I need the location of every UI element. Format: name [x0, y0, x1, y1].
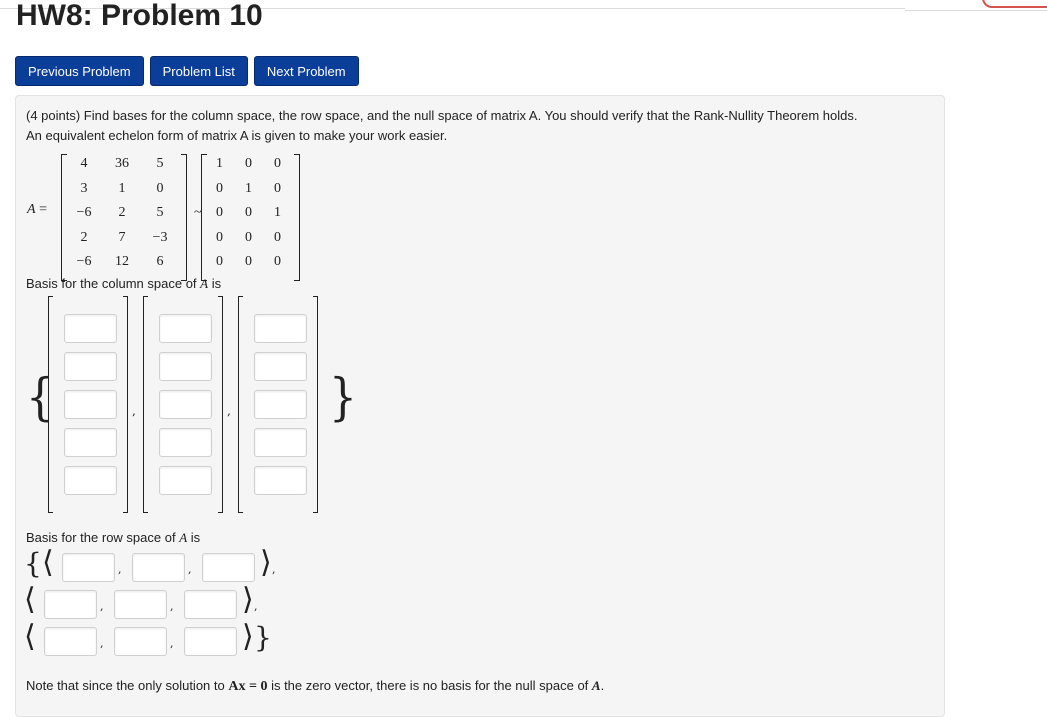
matrix-e-cell: 1 — [245, 180, 252, 196]
problem-statement — [26, 106, 936, 146]
row-vector-close-angle: ⟩ — [242, 619, 254, 654]
problem-panel — [15, 95, 945, 717]
row-vector-open-angle: ⟨ — [24, 582, 36, 617]
column-space-prefix: Basis for the column space of — [26, 276, 201, 291]
matrix-e-right-bracket — [294, 154, 300, 281]
matrix-e-cell: 0 — [216, 229, 223, 245]
row-space-prefix: Basis for the row space of — [26, 530, 180, 545]
note-end: . — [600, 678, 605, 693]
note-equation: Ax = 0 — [228, 679, 268, 694]
problem-list-button[interactable]: Problem List — [150, 56, 248, 86]
row-vector-comma: , — [118, 563, 122, 576]
statement-line-2: An equivalent echelon form of matrix A is given to make your work easier. — [26, 128, 448, 143]
matrix-a-right-bracket — [181, 154, 187, 281]
matrix-a-cell: 7 — [118, 229, 126, 245]
matrix-a-cell: 36 — [115, 156, 129, 171]
matrix-e-cell: 0 — [274, 156, 281, 171]
row-space-var: A — [179, 530, 188, 545]
status-badge[interactable] — [982, 0, 1047, 8]
row-vector-comma: , — [100, 600, 104, 613]
row-space-suffix: is — [187, 530, 201, 545]
matrix-e-cell: 0 — [245, 254, 252, 269]
row-vector-entry-input[interactable] — [114, 590, 167, 619]
matrix-e-cell: 0 — [245, 229, 252, 245]
matrix-e-cell: 0 — [216, 254, 223, 269]
next-problem-button[interactable]: Next Problem — [254, 56, 359, 86]
column-vector-comma: , — [132, 404, 136, 418]
row-vector-comma: , — [100, 637, 104, 650]
row-space-open-brace: { — [24, 547, 42, 580]
column-vector-entry-input[interactable] — [64, 428, 117, 457]
column-vector-entry-input[interactable] — [159, 428, 212, 457]
row-vector-entry-input[interactable] — [202, 553, 255, 582]
matrix-e-cell: 0 — [216, 205, 223, 220]
matrix-a-cell: 5 — [156, 156, 164, 171]
column-vector-entry-input[interactable] — [159, 466, 212, 495]
column-vector-entry-input[interactable] — [64, 390, 117, 419]
column-vector-left-bracket — [143, 296, 148, 513]
column-space-label — [26, 276, 221, 292]
matrix-a-var: A — [27, 202, 36, 217]
matrix-e-cell: 0 — [274, 229, 281, 245]
row-vector-entry-input[interactable] — [184, 590, 237, 619]
column-vector-comma: , — [227, 404, 231, 418]
column-vector-entry-input[interactable] — [64, 352, 117, 381]
row-vector-close-angle: ⟩ — [242, 582, 254, 617]
matrix-a-cell: 0 — [156, 180, 164, 196]
row-vector-entry-input[interactable] — [184, 627, 237, 656]
left-brace-icon: { — [26, 368, 54, 427]
column-vector-entry-input[interactable] — [159, 390, 212, 419]
matrix-a-cell: 2 — [80, 229, 88, 245]
matrix-a-cell: 12 — [115, 254, 129, 269]
column-vector-right-bracket — [313, 296, 318, 513]
matrix-e-cell: 1 — [216, 156, 223, 171]
column-vector-right-bracket — [218, 296, 223, 513]
matrix-a-label: A = — [27, 202, 47, 217]
matrix-a-cell: 4 — [80, 156, 88, 171]
row-vector-comma: , — [170, 600, 174, 613]
row-vector-separator-comma: , — [272, 563, 276, 576]
column-vector-entry-input[interactable] — [64, 466, 117, 495]
row-vector-entry-input[interactable] — [132, 553, 185, 582]
matrix-a-cell: −3 — [152, 229, 168, 245]
matrix-a-cell: 5 — [156, 205, 164, 220]
column-vector-left-bracket — [238, 296, 243, 513]
note-var: A — [591, 678, 601, 693]
matrix-a-cell: 2 — [118, 205, 126, 220]
matrix-e-cell: 0 — [216, 180, 223, 196]
matrix-a-cell: −6 — [76, 205, 92, 220]
matrix-e-cell: 1 — [274, 205, 281, 220]
matrix-a-cell: 6 — [156, 254, 164, 269]
column-vector-entry-input[interactable] — [159, 352, 212, 381]
matrix-e-cell: 0 — [245, 156, 252, 171]
right-brace-icon: } — [329, 368, 357, 427]
row-vector-open-angle: ⟨ — [24, 619, 36, 654]
note-prefix: Note that since the only solution to — [26, 678, 229, 693]
row-vector-open-angle: ⟨ — [42, 545, 54, 580]
row-vector-close-angle: ⟩ — [260, 545, 272, 580]
page-title: HW8: Problem 10 — [16, 0, 263, 32]
row-space-label — [26, 530, 200, 546]
row-space-close-brace: } — [254, 621, 272, 654]
matrix-a-cell: 3 — [80, 180, 88, 196]
row-vector-entry-input[interactable] — [44, 590, 97, 619]
column-vector-left-bracket — [48, 296, 53, 513]
previous-problem-button[interactable]: Previous Problem — [15, 56, 144, 86]
matrix-e-cell: 0 — [274, 254, 281, 269]
row-vector-entry-input[interactable] — [62, 553, 115, 582]
statement-line-1: (4 points) Find bases for the column space, the row space, and the null space of matrix A. You should verify that the Rank-Nullity Theorem holds. — [26, 108, 858, 123]
column-vector-entry-input[interactable] — [254, 466, 307, 495]
row-vector-comma: , — [170, 637, 174, 650]
column-vector-entry-input[interactable] — [254, 428, 307, 457]
equivalence-symbol: ~ — [194, 205, 202, 220]
row-vector-separator-comma: , — [254, 600, 258, 613]
column-space-suffix: is — [208, 276, 222, 291]
matrix-a-cell: −6 — [76, 254, 92, 269]
note-suffix: is the zero vector, there is no basis for the null space of — [267, 678, 592, 693]
column-space-var: A — [200, 276, 209, 291]
row-vector-entry-input[interactable] — [114, 627, 167, 656]
column-vector-entry-input[interactable] — [64, 314, 117, 343]
column-vector-right-bracket — [123, 296, 128, 513]
matrix-e-cell: 0 — [245, 205, 252, 220]
matrix-a-cell: 1 — [118, 180, 126, 196]
row-vector-comma: , — [188, 563, 192, 576]
column-vector-entry-input[interactable] — [159, 314, 212, 343]
matrix-e-cell: 0 — [274, 180, 281, 196]
row-vector-entry-input[interactable] — [44, 627, 97, 656]
column-vector-entry-input[interactable] — [254, 352, 307, 381]
column-vector-entry-input[interactable] — [254, 314, 307, 343]
null-space-note — [26, 678, 604, 695]
problem-nav — [15, 56, 359, 86]
column-vector-entry-input[interactable] — [254, 390, 307, 419]
